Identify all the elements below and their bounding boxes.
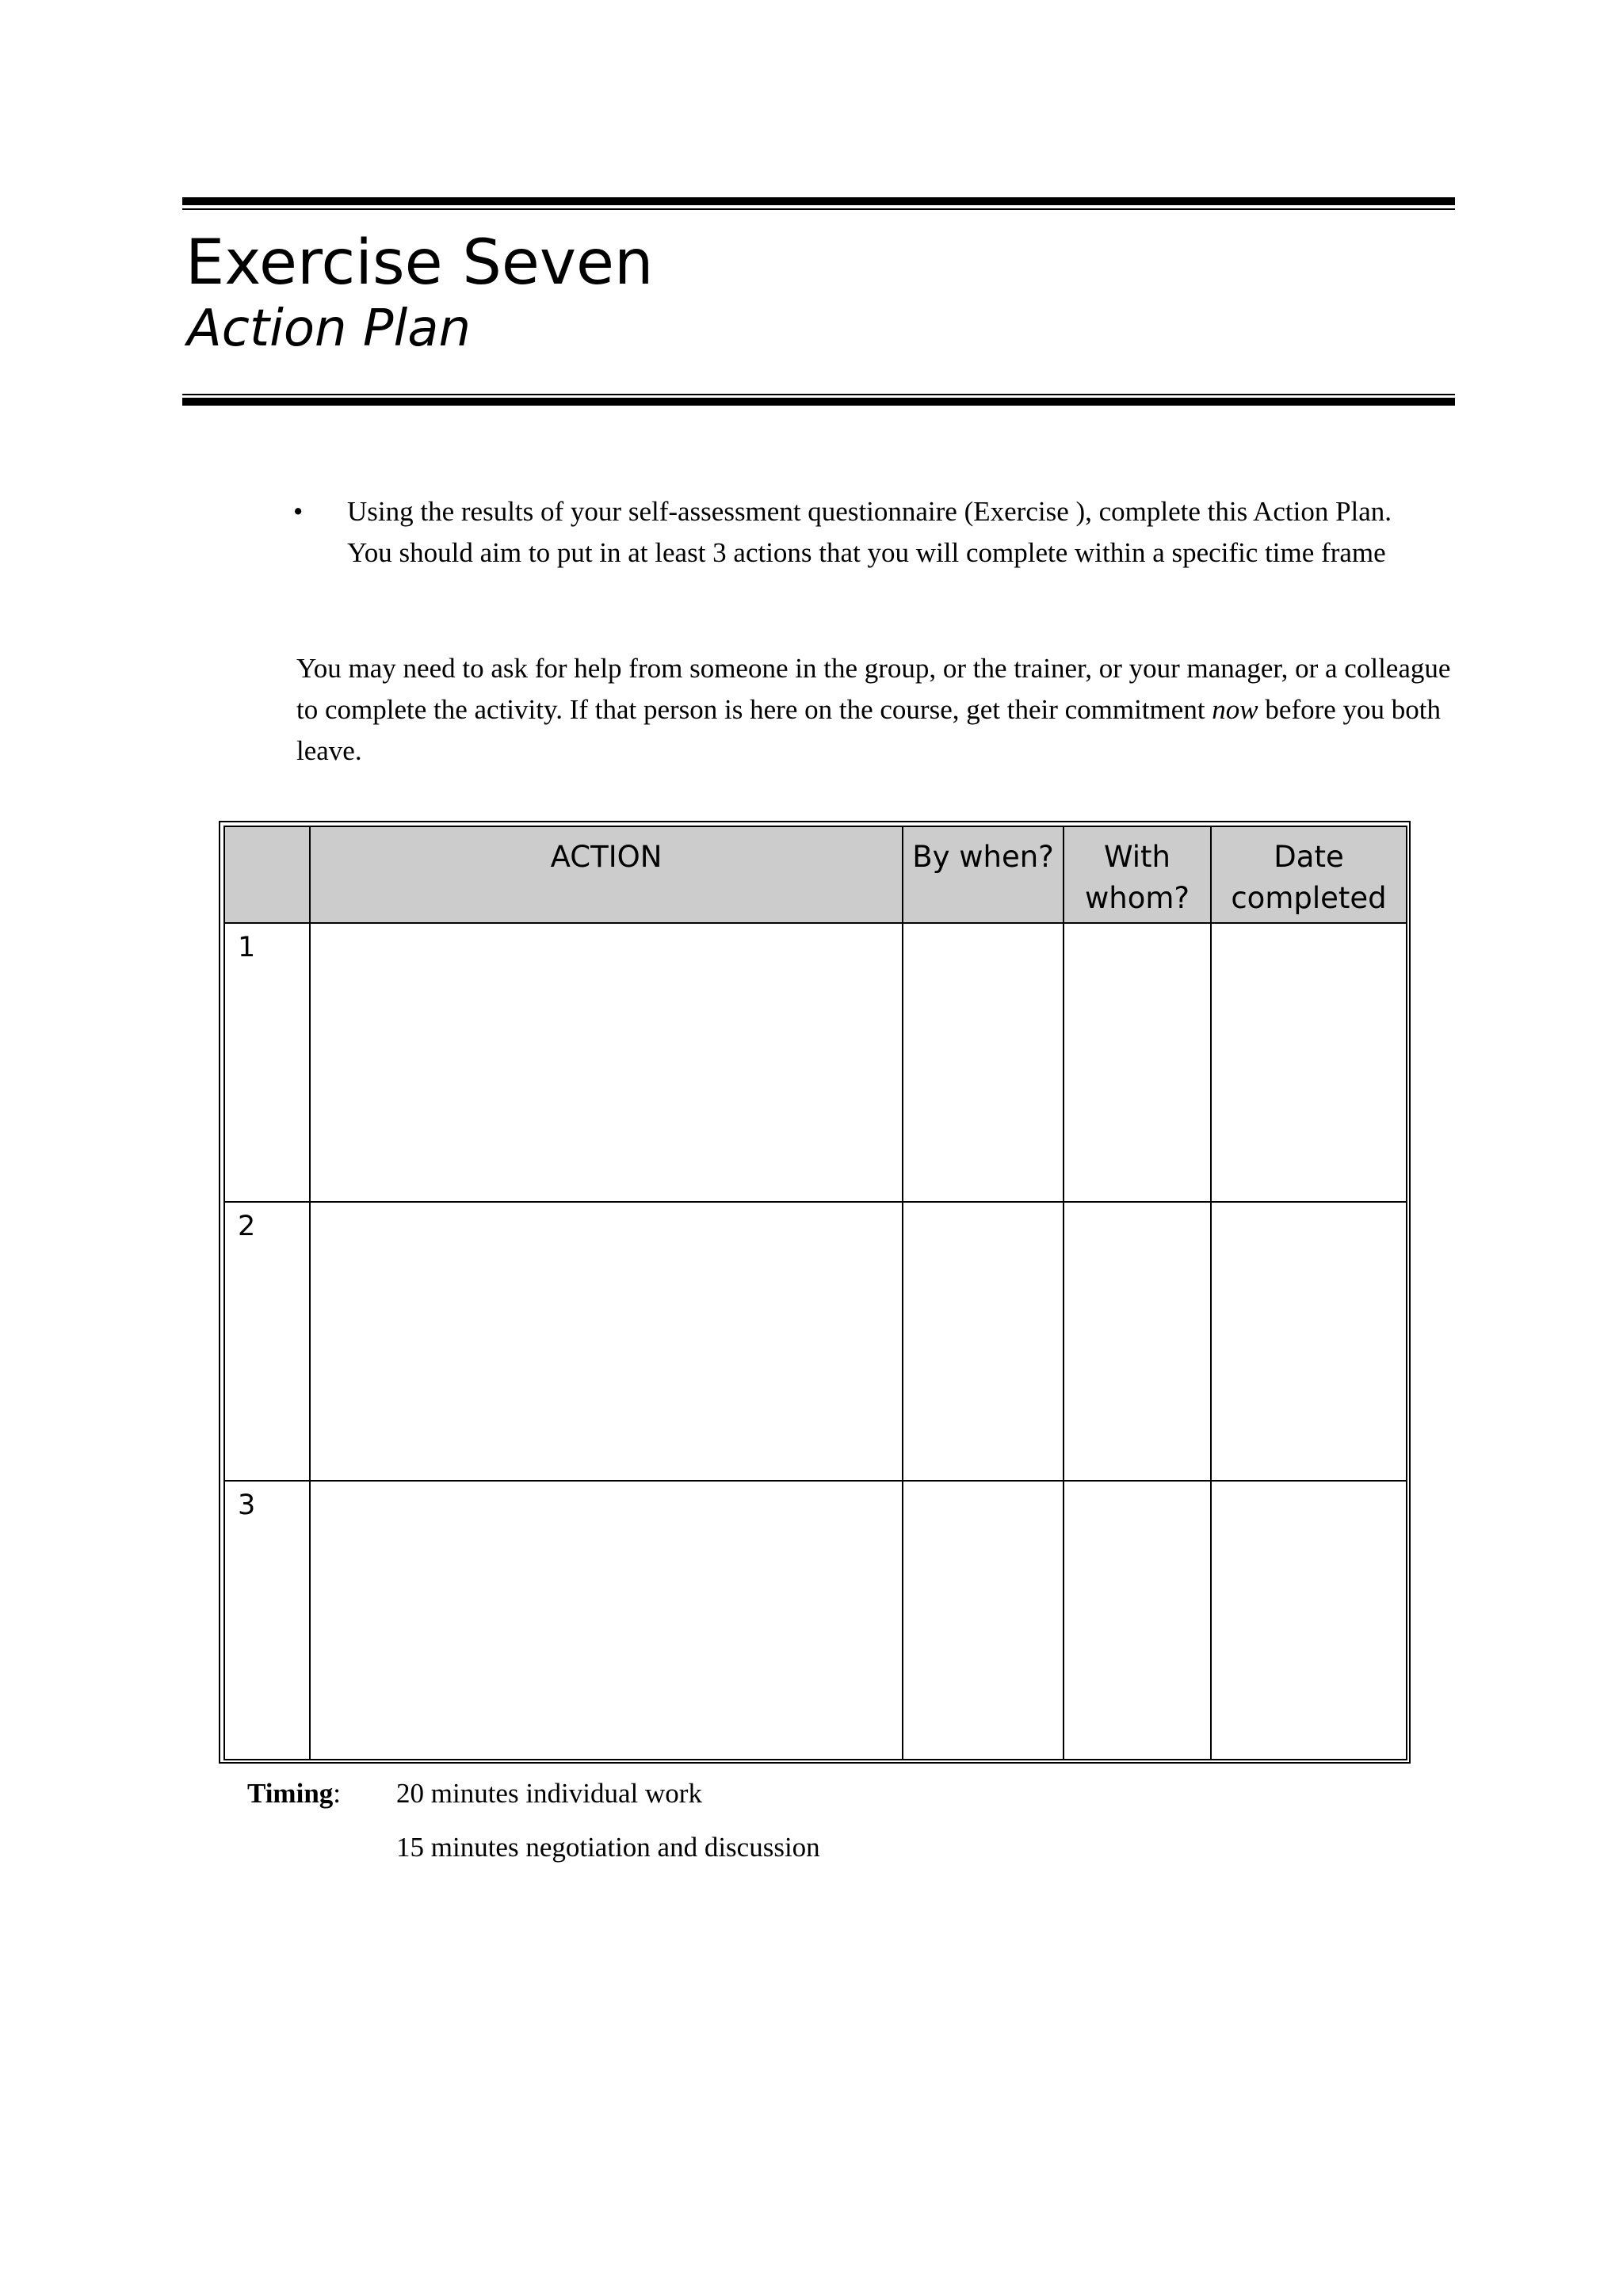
bullet-icon: • [293,496,304,527]
by-when-cell[interactable] [903,923,1064,1202]
with-whom-cell[interactable] [1064,1481,1211,1760]
timing-label-block [247,1773,341,1814]
instruction-paragraph-text: You may need to ask for help from someone in the group, or the trainer, or your manager, or a colleague to complete the activity. If that person is here on the course, get their commitment [296,653,1451,725]
with-whom-cell[interactable] [1064,1202,1211,1481]
table-row [224,1481,1407,1760]
row-number: 2 [224,1202,310,1481]
table-row [224,923,1407,1202]
instruction-paragraph [296,648,1453,772]
instruction-bullet [295,491,1436,574]
action-plan-table-frame [219,821,1411,1764]
instruction-paragraph-text-end: before you both leave. [296,694,1442,766]
header-cell-date-completed: Date completed [1211,826,1407,923]
by-when-cell[interactable] [903,1202,1064,1481]
row-number: 1 [224,923,310,1202]
date-completed-cell[interactable] [1211,1481,1407,1760]
page-title: Exercise Seven [185,227,654,299]
action-cell[interactable] [310,1202,903,1481]
table-row [224,1202,1407,1481]
timing-line: 20 minutes individual work [396,1778,702,1809]
header-rule-thick-bottom [182,398,1455,406]
page-subtitle: Action Plan [187,299,472,358]
header-cell-with-whom: With whom? [1064,826,1211,923]
timing-label: Timing [247,1778,334,1809]
action-cell[interactable] [310,923,903,1202]
header-rule-thick-top [182,197,1455,205]
date-completed-cell[interactable] [1211,1202,1407,1481]
with-whom-cell[interactable] [1064,923,1211,1202]
action-plan-table [223,826,1407,1760]
date-completed-cell[interactable] [1211,923,1407,1202]
header-rule-thin-bottom [182,394,1455,395]
table-header-row [224,826,1407,923]
timing-colon: : [333,1778,342,1809]
by-when-cell[interactable] [903,1481,1064,1760]
header-rule-thin-top [182,208,1455,210]
instruction-bullet-text: Using the results of your self-assessment questionnaire (Exercise ), complete this Action Plan. You should aim to put in at least 3 actions that you will complete within a specific time frame [347,496,1392,568]
row-number: 3 [224,1481,310,1760]
header-cell-action: ACTION [310,826,903,923]
instruction-paragraph-emphasis: now [1212,694,1258,725]
timing-line: 15 minutes negotiation and discussion [396,1832,820,1863]
header-cell-by-when: By when? [903,826,1064,923]
header-cell-number [224,826,310,923]
action-cell[interactable] [310,1481,903,1760]
